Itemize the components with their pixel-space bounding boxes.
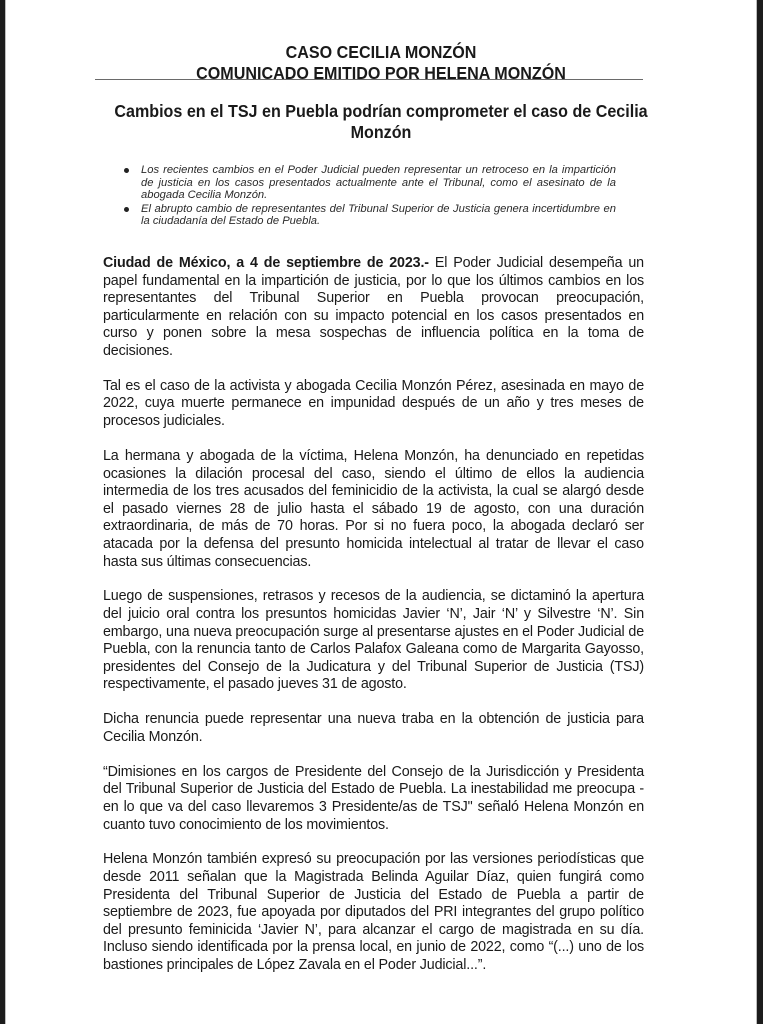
case-title: CASO CECILIA MONZÓN (285, 42, 477, 62)
document-page (5, 0, 757, 1024)
summary-bullets (118, 164, 616, 229)
document-body (103, 255, 644, 992)
document-subtitle: Cambios en el TSJ en Puebla podrían comprometer el caso de Cecilia Monzón (114, 101, 648, 142)
dateline: Ciudad de México, a 4 de septiembre de 2023.- (103, 255, 429, 271)
communique-title: COMUNICADO EMITIDO POR HELENA MONZÓN (196, 63, 566, 83)
header-divider (95, 79, 643, 80)
paragraph: La hermana y abogada de la víctima, Helena Monzón, ha denunciado en repetidas ocasiones la dilación procesal del caso, siendo el último de ellos la audiencia intermedia de los tres acusados del feminicidio de la activista, la cual se alargó desde el pasado viernes 28 de julio hasta el sábado 19 de agosto, con una duración extraordinaria, de más de 70 horas. Por si no fuera poco, la abogada declaró ser atacada por la defensa del presunto homicida intelectual al tratar de llevar el caso hasta sus últimas consecuencias. (103, 447, 644, 570)
paragraph: Helena Monzón también expresó su preocupación por las versiones periodísticas que desde 2011 señalan que la Magistrada Belinda Aguilar Díaz, quien fungirá como Presidenta del Tribunal Superior de Justicia del Estado de Puebla a partir de septiembre de 2023, fue apoyada por diputados del PRI integrantes del grupo político del presunto feminicida ‘Javier N’, para alcanzar el cargo de magistrada en su día. Incluso siendo identificada por la prensa local, en junio de 2022, como “(...) uno de los bastiones principales de López Zavala en el Poder Judicial...”. (103, 851, 644, 973)
bullet-text: El abrupto cambio de representantes del Tribunal Superior de Justicia genera incertidumbre en la ciudadanía del Estado de Puebla. (141, 202, 616, 228)
bullet-icon (124, 207, 129, 212)
paragraph: Luego de suspensiones, retrasos y recesos de la audiencia, se dictaminó la apertura del juicio oral contra los presuntos homicidas Javier ‘N’, Jair ‘N’ y Silvestre ‘N’. Sin embargo, una nueva preocupación surge al presentarse ajustes en el Poder Judicial de Puebla, con la renuncia tanto de Carlos Palafox Galeana como de Margarita Gayosso, presidentes del Consejo de la Judicatura y del Tribunal Superior de Justicia (TSJ) respectivamente, el pasado jueves 31 de agosto. (103, 588, 644, 693)
bullet-item (118, 203, 616, 228)
paragraph-text: El Poder Judicial desempeña un papel fundamental en la impartición de justicia, por lo que los últimos cambios en los representantes del Tribunal Superior en Puebla provocan preocupación, particularmente en relación con su impacto potencial en los casos presentados en curso y ponen sobre la mesa sospechas de influencia política en la toma de decisiones. (103, 255, 644, 359)
quote-paragraph: “Dimisiones en los cargos de Presidente del Consejo de la Jurisdicción y Presidenta del Tribunal Superior de Justicia del Estado de Puebla. La inestabilidad me preocupa -en lo que va del caso llevaremos 3 Presidente/as de TSJ" señaló Helena Monzón en cuanto tuvo conocimiento de los movimientos. (103, 763, 644, 833)
bullet-item (118, 164, 616, 202)
paragraph: Dicha renuncia puede representar una nueva traba en la obtención de justicia para Cecilia Monzón. (103, 711, 644, 745)
bullet-icon (124, 168, 129, 173)
paragraph-dateline (103, 255, 644, 361)
paragraph: Tal es el caso de la activista y abogada Cecilia Monzón Pérez, asesinada en mayo de 2022, cuya muerte permanece en impunidad después de un año y tres meses de procesos judiciales. (103, 377, 644, 430)
bullet-text: Los recientes cambios en el Poder Judicial pueden representar un retroceso en la impartición de justicia en los casos presentados actualmente ante el Tribunal, como el asesinato de la abogada Cecilia Monzón. (141, 164, 616, 202)
document-header (6, 42, 756, 84)
